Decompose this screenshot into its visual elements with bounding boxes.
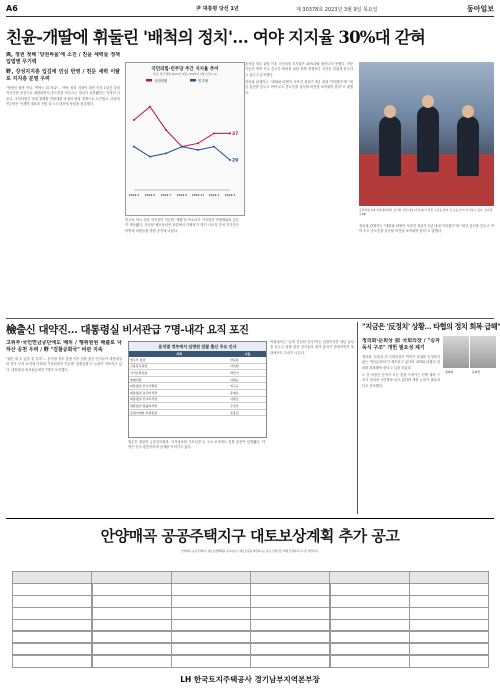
third-paragraph: 두 전 의장은 승자가 모든 것을 가져가는 현행 권력 구조가 정치의 극단화를 낳고 있다며 개헌 논의가 필요하다고 강조했다.	[362, 372, 440, 388]
data-label: 29	[232, 158, 239, 164]
lead-column-3	[245, 62, 353, 314]
data-point	[165, 152, 167, 154]
data-point	[229, 132, 231, 134]
ad-table-cell	[409, 654, 490, 667]
table-cell-name: 주진우	[229, 403, 266, 410]
data-point	[197, 142, 199, 144]
table-cell-position: 국가보훈처장	[129, 370, 229, 377]
table-cell-position: 대통령실 법률비서관	[129, 403, 229, 410]
portrait-photo	[470, 336, 496, 368]
section-divider	[6, 318, 494, 319]
data-point	[165, 129, 167, 131]
data-table	[129, 351, 266, 416]
prosecutor-table	[128, 341, 267, 438]
table-cell-position: 법무부 장관	[129, 357, 229, 363]
ad-table-cell	[329, 654, 410, 667]
table-cell-name: 박민식	[229, 370, 266, 377]
second-column-2	[128, 440, 265, 512]
lead-column-1	[6, 52, 120, 314]
ad-table-cell	[250, 654, 331, 667]
third-paragraph: 정의화, 문희상 전 국회의장은 여야가 상대를 인정하지 않는 '반(反)정치'가 계속되고 있다며 대화와 타협의 정치를 회복해야 한다고 입을 모았다.	[362, 355, 440, 370]
second-column-1	[6, 340, 122, 512]
x-tick-label: 2022.11	[191, 193, 205, 197]
legend-label: 민주당	[198, 79, 209, 83]
table-cell-name: 한동훈	[229, 357, 266, 363]
table-cell-name: 윤재순	[229, 389, 266, 396]
photo-figure	[417, 106, 439, 172]
lead-headline: 친윤-개딸에 휘둘린 '배척의 정치'… 여야 지지율 30%대 갇혀	[6, 28, 426, 47]
table-row	[129, 396, 266, 403]
lead-paragraph: 윤석열 정부 출범 이후 국민의힘 지지율은 30%대를 벗어나지 못했다. 전문가들은 여야 모두 중도층 확장을 위한 정책 경쟁보다 지지층 결집에 몰두하고 있다고 분석했다.	[245, 62, 353, 77]
data-point	[213, 132, 215, 134]
photo-head	[462, 105, 474, 118]
table-cell-position: 공정거래위 부위원장	[129, 409, 229, 416]
third-subhead: 정의화·문희상 前 국회의장 / "승자독식 구조" 개헌 필요성 제기	[362, 338, 440, 351]
lead-paragraph: 정치권 관계자는 "대화와 타협이 사라진 정치가 1년 내내 이어졌다"며 "내년 총선을 앞두고 여야 모두 중도층을 설득할 비전을 보여줘야 한다"고 말했다.	[245, 79, 353, 95]
data-point	[149, 106, 151, 108]
data-point	[133, 146, 135, 148]
x-tick-label: 2022.9	[176, 193, 188, 197]
rally-photo	[359, 62, 494, 206]
table-row	[129, 409, 266, 416]
table-cell-position: 대통령실 총무비서관	[129, 389, 229, 396]
ad-organization: LH 한국토지주택공사 경기남부지역본부장	[180, 675, 320, 684]
x-tick-label: 2022.3	[128, 193, 140, 197]
ad-schedule-table	[12, 571, 488, 666]
masthead	[6, 4, 494, 17]
x-tick-label: 2023.3	[224, 193, 236, 197]
table-row	[129, 376, 266, 383]
photo-figure	[379, 116, 401, 176]
ad-intro: 안양매곡 공공주택지구 대토보상계획을 공고하오니 대토보상을 희망하시는 분은 신청기간 내에 신청하여 주시기 바랍니다.	[181, 550, 319, 553]
section-label: 尹 대통령 당선 1년	[196, 6, 239, 12]
lead-paragraph: "당원인 줄만 아니, 여야는 뭐 하냐"... 여야 정치 지형이 대선 이후 1년간 강성 지지층을 중심으로 재편되면서 중도층을 아우르는 정치가 실종됐다는 지적이 나온다. 국민의힘은 정권 첫해를 전당대회 과정의 당권 경쟁으로 소진했고, 더불어민주당은 이재명 대표의 사법 리스크 대응에 당력을 집중했다.	[6, 86, 120, 107]
data-point	[133, 119, 135, 121]
table-title: 윤석열 정부에서 임명된 검찰 출신 주요 인사	[129, 342, 266, 351]
x-tick-label: 2022.5	[144, 193, 156, 197]
table-header: 이름	[229, 351, 266, 357]
data-point	[149, 156, 151, 158]
photo-head	[384, 105, 396, 118]
lead-column-2	[125, 218, 239, 314]
table-cell-name: 이복현	[229, 363, 266, 370]
portrait-photo	[443, 336, 469, 368]
legend-swatch	[190, 79, 196, 82]
photo-figure	[457, 116, 479, 176]
data-point	[197, 149, 199, 151]
chart-plot	[126, 76, 244, 208]
chart-title: 국민의힘·민주당 주간 지지율 추이	[151, 67, 219, 72]
ad-table-cell	[171, 654, 252, 667]
series-line	[134, 107, 230, 147]
table-cell-position: 금융감독원장	[129, 363, 229, 370]
data-point	[181, 146, 183, 148]
table-cell-position: 대통령실 인사기획관	[129, 383, 229, 390]
photo-caption: 국민의힘 3·8 전당대회에서 김기현 신임 대표(가운데)가 당선 소감을 밝힌 뒤 손을 들어 인사하고 있다. 동아일보DB	[359, 208, 493, 216]
polling-chart	[125, 62, 245, 216]
table-cell-name: 복두규	[229, 383, 266, 390]
second-subhead: 고위부·국민연금공단에도 배치 / 행위원원 배출로 낙하산 공천 우려 / 野 "검찰공화국" 비판 지속	[6, 340, 122, 353]
portrait-name: 정의화	[445, 370, 454, 374]
table-cell-position: 법제처장	[129, 376, 229, 383]
speaker-portraits	[443, 336, 495, 381]
table-row	[129, 389, 266, 396]
second-headline: 檢출신 대약진… 대통령실 비서관급 7명-내각 요직 포진	[6, 324, 249, 336]
lead-paragraph: 정치권 관계자는 "대화와 타협이 사라진 정치가 1년 내내 이어졌다"며 "내년 총선을 앞두고 여야 모두 중도층을 설득할 비전을 보여줘야 한다"고 말했다.	[359, 224, 494, 234]
second-paragraph: "뭐든 할 수 있을 것 같다"... 윤석열 정부 출범 이후 검찰 출신 인사들이 대통령실과 정부 부처 요직에 잇따라 기용되면서 이른바 '검찰공화국' 논란이 이어지고 있다. 대통령실 비서관급에만 7명이 포진했다.	[6, 357, 122, 372]
issue-date: 제 30378호 2023년 3월 9일 목요일	[296, 7, 378, 13]
ad-table-cell	[91, 654, 172, 667]
table-cell-position: 대통령실 인사비서관	[129, 396, 229, 403]
table-row	[129, 363, 266, 370]
second-paragraph: 법무부 장관과 금융감독원장, 국가정보원 기조실장 등 주요 보직에도 검찰 출신이 임명됐다. 야당은 인사 편중이라며 공세를 이어가고 있다.	[128, 440, 265, 450]
data-point	[213, 146, 215, 148]
table-row	[129, 403, 266, 410]
second-column-3	[270, 340, 354, 512]
legend-swatch	[146, 79, 152, 82]
second-paragraph: 여권에서는 "능력 중심의 인사"라는 입장이지만 내년 총선을 앞두고 검찰 출신 인사들의 대거 출마가 점쳐지면서 당내에서도 우려가 나온다.	[270, 340, 354, 355]
third-column-1	[362, 338, 440, 514]
series-line	[134, 147, 230, 160]
page-number: A6	[6, 4, 18, 13]
table-cell-name: 이완규	[229, 376, 266, 383]
third-headline: "지금은 '反정치' 상황… 타협의 정치 회복 급해"	[362, 322, 500, 331]
data-point	[229, 159, 231, 161]
ad-title: 안양매곡 공공주택지구 대토보상계획 추가 공고	[100, 527, 400, 545]
lead-paragraph: 민주당 역시 강성 지지층인 이른바 '개딸'의 목소리가 커지면서 비명계와의 갈등이 계속됐다. 지난달 체포동의안 표결에서 이탈표가 대거 나오자 강성 지지층은 비명계 의원들을 향한 공격에 나섰다.	[125, 218, 239, 233]
ad-table-cell	[12, 654, 93, 667]
table-row	[129, 383, 266, 390]
lead-subhead-2: 野, 강성지지층 입김에 민심 반영 / 친문 세력 이탈로 지지층 분열 우려	[6, 69, 120, 82]
x-tick-label: 2022.7	[160, 193, 172, 197]
legend-label: 국민의힘	[154, 79, 168, 83]
x-tick-label: 2023.1	[208, 193, 220, 197]
lead-subhead-1: 與, 정권 첫해 '당권싸움'에 소진 / 친윤 세력들 정책 입법엔 무기력	[6, 52, 120, 65]
chart-source-note: 자료: 한국갤럽 2022년 3월~2023년 3월 (단위: %)	[152, 72, 218, 76]
column-divider	[357, 322, 358, 514]
table-row	[129, 370, 266, 377]
table-cell-name: 이원모	[229, 396, 266, 403]
photo-head	[422, 95, 434, 108]
table-cell-name: 조홍선	[229, 409, 266, 416]
lead-column-4	[359, 224, 494, 314]
paper-name: 동아일보	[466, 4, 494, 13]
portrait-name: 문희상	[472, 370, 481, 374]
table-header: 직책	[129, 351, 229, 357]
public-notice-ad	[6, 518, 494, 687]
data-label: 37	[232, 131, 239, 137]
